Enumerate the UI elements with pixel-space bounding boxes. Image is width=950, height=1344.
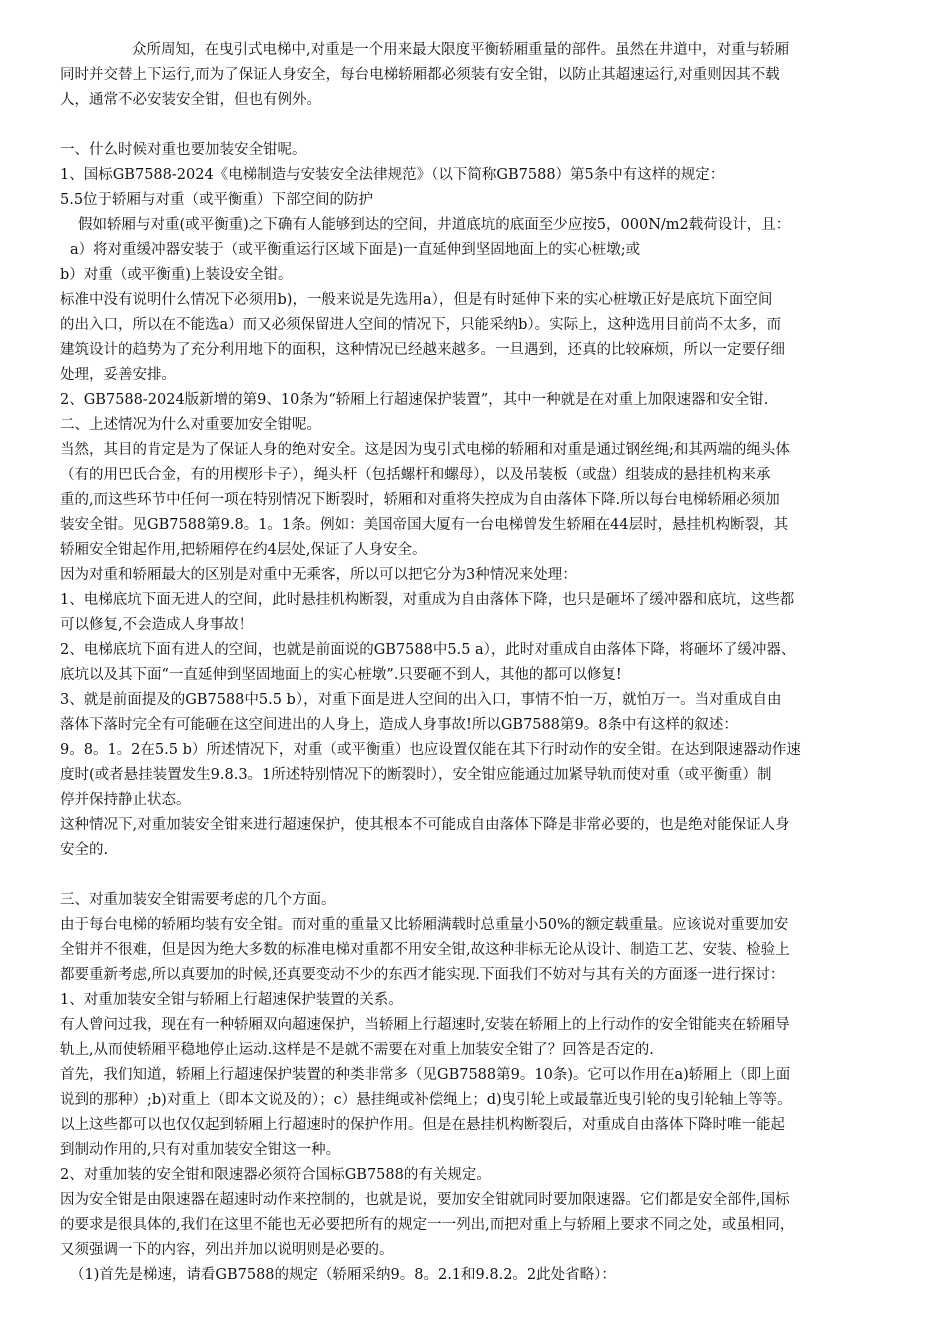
text-line: 人，通常不必安装安全钳，但也有例外。 [60,92,321,108]
section-heading: 三、对重加装安全钳需要考虑的几个方面。 [60,892,336,908]
text-line: 落体下落时完全有可能砸在这空间进出的人身上，造成人身事故!所以GB7588第9。8条中有这样的叙述： [60,717,738,733]
text-line: 处理，妥善安排。 [60,367,176,383]
text-line: （有的用巴氏合金，有的用楔形卡子），绳头杆（包括螺杆和螺母），以及吊装板（或盘）组装成的悬挂机构来承 [60,467,771,483]
text-line: 1、电梯底坑下面无进人的空间，此时悬挂机构断裂，对重成为自由落体下降，也只是砸坏了缓冲器和底坑，这些都 [60,592,795,608]
text-line: 到制动作用的,只有对重加装安全钳这一种。 [60,1142,341,1158]
section-heading: 二、上述情况为什么对重要加安全钳呢。 [60,417,321,433]
text-line: 又须强调一下的内容，列出并加以说明则是必要的。 [60,1242,394,1258]
text-line: 以上这些都可以也仅仅起到轿厢上行超速时的保护作用。但是在悬挂机构断裂后，对重成自由落体下降时唯一能起 [60,1117,785,1133]
text-line: 可以修复,不会造成人身事故！ [60,617,254,633]
text-line: 的要求是很具体的,我们在这里不能也无必要把所有的规定一一列出,而把对重上与轿厢上要求不同之处，或虽相同， [60,1217,795,1233]
text-line: 当然，其目的肯定是为了保证人身的绝对安全。这是因为曳引式电梯的轿厢和对重是通过钢丝绳;和其两端的绳头体 [60,442,790,458]
text-line: 停并保持静止状态。 [60,792,191,808]
text-line: 装安全钳。见GB7588第9.8。1。1条。例如：美国帝国大厦有一台电梯曾发生轿厢在44层时，悬挂机构断裂，其 [60,517,789,533]
text-line: a）将对重缓冲器安装于（或平衡重运行区域下面是)一直延伸到坚固地面上的实心桩墩;或 [70,242,641,258]
text-line: 2、GB7588-2024版新增的第9、10条为“轿厢上行超速保护装置”，其中一种就是在对重上加限速器和安全钳. [60,392,769,408]
text-line: 9。8。1。2在5.5 b）所述情况下，对重（或平衡重）也应设置仅能在其下行时动作的安全钳。在达到限速器动作速 [60,742,801,758]
text-line: 假如轿厢与对重(或平衡重)之下确有人能够到达的空间，井道底坑的底面至少应按5，000N/m2载荷设计，且： [78,217,791,233]
text-line: b）对重（或平衡重)上装设安全钳。 [60,267,293,283]
text-line: 1、对重加装安全钳与轿厢上行超速保护装置的关系。 [60,992,403,1008]
blank-line [60,863,908,888]
text-line: 标准中没有说明什么情况下必须用b)，一般来说是先选用a），但是有时延伸下来的实心桩墩正好是底坑下面空间 [60,292,773,308]
text-line: 2、对重加装的安全钳和限速器必须符合国标GB7588的有关规定。 [60,1167,491,1183]
text-line: 2、电梯底坑下面有进人的空间，也就是前面说的GB7588中5.5 a），此时对重成自由落体下降，将砸坏了缓冲器、 [60,642,796,658]
text-line: 底坑以及其下面“一直延伸到坚固地面上的实心桩墩”.只要砸不到人，其他的都可以修复! [60,667,622,683]
text-line: 同时并交替上下运行,而为了保证人身安全，每台电梯轿厢都必须装有安全钳，以防止其超速运行,对重则因其不载 [60,67,780,83]
text-line: 的出入口，所以在不能选a）而又必须保留进人空间的情况下，只能采纳b）。实际上，这种选用目前尚不太多，而 [60,317,782,333]
text-line: 因为安全钳是由限速器在超速时动作来控制的，也就是说，要加安全钳就同时要加限速器。它们都是安全部件,国标 [60,1192,790,1208]
text-line: 因为对重和轿厢最大的区别是对重中无乘客，所以可以把它分为3种情况来处理： [60,567,577,583]
text-line: 安全的. [60,842,109,858]
text-line: 说到的那种）;b)对重上（即本文说及的）；c）悬挂绳或补偿绳上；d)曳引轮上或最靠近曳引轮的曳引轮轴上等等。 [60,1092,792,1108]
text-line: 1、国标GB7588-2024《电梯制造与安装安全法律规范》（以下简称GB7588）第5条中有这样的规定： [60,167,725,183]
text-line: 轨上,从而使轿厢平稳地停止运动.这样是不是就不需要在对重上加装安全钳了？回答是否定的. [60,1042,654,1058]
blank-line [60,113,908,138]
text-line: 首先，我们知道，轿厢上行超速保护装置的种类非常多（见GB7588第9。10条)。它可以作用在a)轿厢上（即上面 [60,1067,791,1083]
text-line: 全钳并不很难，但是因为绝大多数的标准电梯对重都不用安全钳,故这种非标无论从设计、制造工艺、安装、检验上 [60,942,790,958]
text-line: 5.5位于轿厢与对重（或平衡重）下部空间的防护 [60,192,374,208]
text-line: 建筑设计的趋势为了充分利用地下的面积，这种情况已经越来越多。一旦遇到，还真的比较麻烦，所以一定要仔细 [60,342,785,358]
text-line: 度时(或者悬挂装置发生9.8.3。1所述特别情况下的断裂时），安全钳应能通过加紧导轨而使对重（或平衡重）制 [60,767,772,783]
section-heading: 一、什么时候对重也要加装安全钳呢。 [60,142,307,158]
text-line: 有人曾问过我，现在有一种轿厢双向超速保护，当轿厢上行超速时,安装在轿厢上的上行动作的安全钳能夹在轿厢导 [60,1017,790,1033]
text-line: 3、就是前面提及的GB7588中5.5 b），对重下面是进人空间的出入口，事情不怕一万，就怕万一。当对重成自由 [60,692,782,708]
text-line: （1)首先是梯速，请看GB7588的规定（轿厢采纳9。8。2.1和9.8.2。2此处省略）： [70,1267,616,1283]
text-line: 都要重新考虑,所以真要加的时候,还真要变动不少的东西才能实现.下面我们不妨对与其有关的方面逐一进行探讨： [60,967,785,983]
text-line: 由于每台电梯的轿厢均装有安全钳。而对重的重量又比轿厢满载时总重量小50%的额定载重量。应该说对重要加安 [60,917,789,933]
text-line: 这种情况下,对重加装安全钳来进行超速保护，使其根本不可能成自由落体下降是非常必要的，也是绝对能保证人身 [60,817,790,833]
text-line: 众所周知，在曳引式电梯中,对重是一个用来最大限度平衡轿厢重量的部件。虽然在井道中，对重与轿厢 [132,42,790,58]
text-line: 轿厢安全钳起作用,把轿厢停在约4层处,保证了人身安全。 [60,542,427,558]
text-line: 重的,而这些环节中任何一项在特别情况下断裂时，轿厢和对重将失控成为自由落体下降.所以每台电梯轿厢必须加 [60,492,780,508]
